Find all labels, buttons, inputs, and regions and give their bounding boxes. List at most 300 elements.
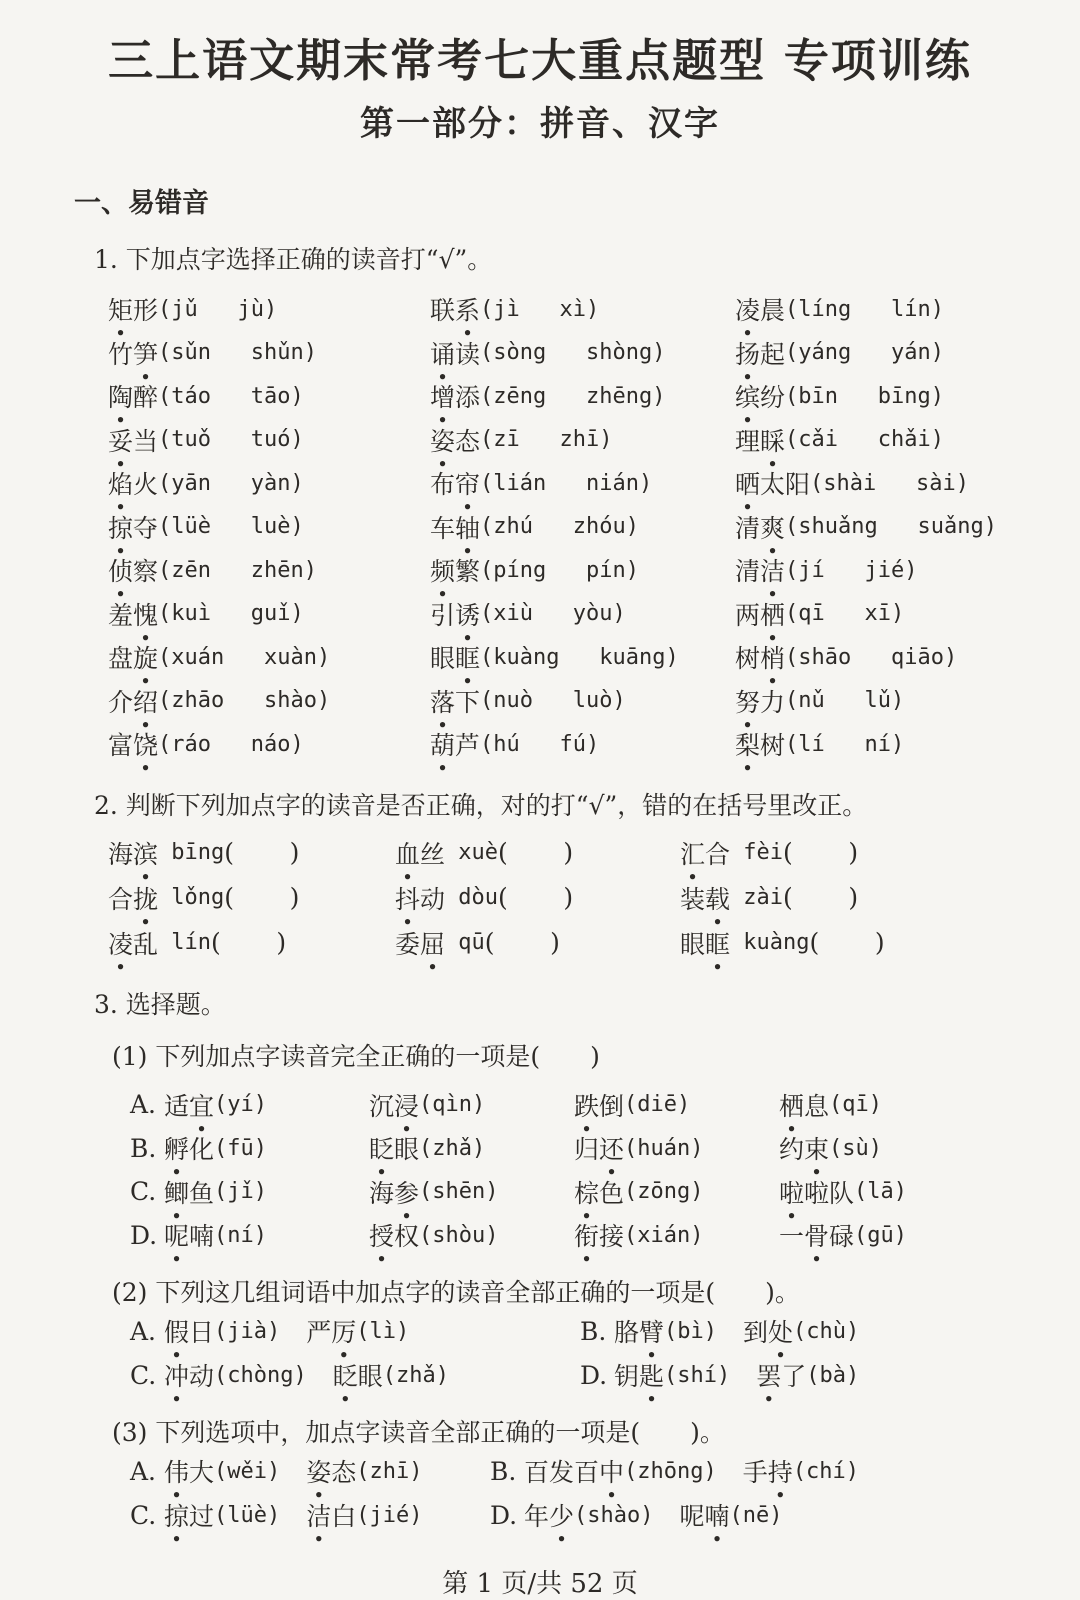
dotted-char: 侦 [108,557,134,587]
doc-subtitle: 第一部分：拼音、汉字 [360,103,720,144]
dotted-char: 栖 [779,1091,805,1121]
char: 眼 [357,1362,383,1391]
pinyin: lín [158,930,212,955]
word-with-dotted-char [430,378,480,414]
dotted-char: 宜 [189,1091,215,1121]
dotted-char: 栖 [760,600,786,630]
pinyin: dòu [445,885,499,910]
char: 树 [760,731,786,761]
word-with-dotted-char [164,1313,214,1349]
dotted-char: 洁 [306,1502,332,1531]
dotted-char: 中 [599,1458,625,1487]
char: 百 [524,1458,550,1487]
pinyin: (shòu) [419,1222,499,1248]
dotted-char: 汇 [680,839,706,869]
word-with-dotted-char [430,596,480,632]
char: 起 [760,339,786,369]
word-entry [108,875,395,920]
answer-blank: ( ) [783,883,859,912]
dotted-char: 假 [164,1318,190,1347]
word-with-dotted-char [369,1174,419,1210]
pinyin: (nuò luò) [480,688,626,714]
char: 喃 [189,1222,215,1252]
pinyin: (píng pín) [480,557,639,583]
word-entry [430,288,735,332]
dotted-char: 落 [430,687,456,717]
char: 到 [743,1318,769,1347]
word-with-dotted-char [164,1497,214,1533]
option-label: D. [130,1220,158,1250]
word-with-dotted-char [108,596,158,632]
word-with-dotted-char [108,422,158,458]
dotted-char: 爽 [760,513,786,543]
char: 胳 [614,1318,640,1347]
option-item [779,1174,984,1210]
pinyin: (sòng shòng) [480,340,666,366]
dotted-char: 喃 [704,1502,730,1531]
word-entry [430,375,735,419]
answer-blank: ( ) [211,928,287,957]
char: 夺 [133,513,159,543]
word-entry [735,331,1080,375]
char: 羞 [108,600,134,630]
char: 一 [779,1222,805,1252]
option-label: C. [130,1360,157,1390]
word-with-dotted-char [779,1087,829,1123]
word-with-dotted-char [108,639,158,675]
word-with-dotted-char [524,1453,624,1489]
dotted-char: 厉 [331,1318,357,1347]
pinyin: (shào) [574,1502,654,1528]
word-with-dotted-char [306,1497,356,1533]
dotted-char: 葫 [430,731,456,761]
option-item [743,1313,859,1349]
word-with-dotted-char [614,1357,664,1393]
word-entry [735,723,1080,767]
word-entry [680,875,1080,920]
pinyin: (lā) [854,1179,908,1205]
pinyin: fèi [730,840,784,865]
pinyin: (xiù yòu) [480,601,626,627]
dotted-char: 滨 [133,839,159,869]
pinyin: (jǔ jù) [158,296,278,322]
dotted-char: 睬 [760,426,786,456]
option-item [164,1174,369,1210]
dotted-char: 罢 [756,1362,782,1391]
dotted-char: 匙 [639,1362,665,1391]
pinyin: (shāo qiāo) [785,644,958,670]
char: 啦 [804,1178,830,1208]
dotted-char: 陶 [108,383,134,413]
word-with-dotted-char [164,1087,214,1123]
char: 态 [455,426,481,456]
word-entry [735,636,1080,680]
option-item [369,1130,574,1166]
pinyin: (yáng yán) [785,340,944,366]
pinyin: kuàng [730,930,810,955]
option-item [306,1453,422,1489]
char: 当 [133,426,159,456]
word-entry [108,288,430,332]
dotted-char: 缤 [735,383,761,413]
char: 理 [735,426,761,456]
word-with-dotted-char [735,465,810,501]
word-entry [430,505,735,549]
option-row [130,1127,1080,1171]
dotted-char: 参 [394,1178,420,1208]
option-row [130,1170,1080,1214]
pinyin: (jǐ) [214,1179,268,1205]
dotted-char: 诱 [455,600,481,630]
pinyin: (chù) [793,1318,860,1344]
pinyin: (bì) [664,1318,718,1344]
char: 权 [394,1222,420,1252]
word-with-dotted-char [756,1357,806,1393]
dotted-char: 载 [705,884,731,914]
dotted-char: 努 [735,687,761,717]
pinyin: (jié) [356,1502,423,1528]
pinyin: (yí) [214,1092,268,1118]
pinyin: (qī xī) [785,601,905,627]
char: 添 [455,383,481,413]
answer-blank: ( ) [224,838,300,867]
word-with-dotted-char [430,335,480,371]
option-item [524,1453,717,1489]
dotted-char: 呢 [164,1222,190,1252]
pinyin: bīng [158,840,225,865]
char: 竹 [108,339,134,369]
option-group [490,1449,1080,1493]
dotted-char: 愧 [133,600,159,630]
dotted-char: 旋 [133,644,159,674]
option-item [164,1087,369,1123]
pinyin: (lüè) [214,1502,281,1528]
dotted-char: 血 [395,839,421,869]
char: 息 [804,1091,830,1121]
pinyin: (nǔ lǔ) [785,688,905,714]
dotted-char: 授 [369,1222,395,1252]
char: 钥 [614,1362,640,1391]
word-with-dotted-char [108,683,158,719]
dotted-char: 洁 [760,557,786,587]
char: 动 [189,1362,215,1391]
dotted-char: 笋 [133,339,159,369]
word-with-dotted-char [333,1357,383,1393]
option-label: A. [130,1090,157,1120]
word-entry [735,592,1080,636]
word-with-dotted-char [430,639,480,675]
word-entry [395,920,680,965]
char: 眼 [394,1135,420,1165]
char: 装 [680,884,706,914]
char: 火 [133,470,159,500]
question-3-2-options [130,1309,1080,1397]
pinyin: (yān yàn) [158,470,304,496]
char: 引 [430,600,456,630]
word-entry [108,375,430,419]
answer-blank: ( ) [224,883,300,912]
word-entry [735,549,1080,593]
char: 合 [705,839,731,869]
char: 盘 [108,644,134,674]
option-item [369,1174,574,1210]
option-item [369,1217,574,1253]
word-with-dotted-char [108,835,158,871]
pinyin: (zhāo shào) [158,688,331,714]
char: 富 [108,731,134,761]
dotted-char: 孵 [164,1135,190,1165]
pinyin: (jià) [214,1318,281,1344]
char: 察 [133,557,159,587]
word-with-dotted-char [395,925,445,961]
pinyin: (zēng zhēng) [480,383,666,409]
word-entry [430,592,735,636]
word-entry [735,375,1080,419]
option-label: D. [580,1360,608,1390]
pinyin: zài [730,885,784,910]
word-with-dotted-char [164,1357,214,1393]
word-with-dotted-char [108,880,158,916]
pinyin: (chí) [792,1458,860,1484]
question-3-text: 3. 选择题。 [94,990,226,1019]
pinyin: xuè [445,840,499,865]
pinyin: (bà) [806,1362,860,1388]
question-3-3-text: (3) 下列选项中，加点字读音全部正确的一项是( )。 [112,1418,725,1447]
option-item [574,1217,779,1253]
word-with-dotted-char [430,509,480,545]
pinyin: (qìn) [419,1092,486,1118]
char: 合 [108,884,134,914]
section-heading: 一、易错音 [74,187,209,219]
word-with-dotted-char [164,1453,214,1489]
pinyin: (líng lín) [785,296,944,322]
char: 了 [781,1362,807,1391]
dotted-char: 伟 [164,1458,190,1487]
char: 白 [331,1502,357,1531]
option-group [130,1493,490,1537]
word-with-dotted-char [614,1313,664,1349]
pinyin: (jí jié) [785,557,918,583]
dotted-char: 眨 [332,1362,358,1391]
question-3-2-text: (2) 下列这几组词语中加点字的读音全部正确的一项是( )。 [112,1278,800,1307]
word-entry [108,679,430,723]
option-item [306,1497,422,1533]
pinyin: (zhī) [356,1458,423,1484]
word-with-dotted-char [430,422,480,458]
word-entry [430,331,735,375]
dotted-char: 晒 [735,470,761,500]
word-with-dotted-char [164,1130,214,1166]
dotted-char: 姿 [306,1458,332,1487]
pinyin: (shēn) [419,1179,499,1205]
word-entry [735,418,1080,462]
word-with-dotted-char [735,596,785,632]
dotted-char: 眨 [369,1135,395,1165]
answer-blank: ( ) [498,883,574,912]
word-entry [735,679,1080,723]
char: 布 [430,470,456,500]
question-2-word-grid [108,830,1080,965]
option-item [574,1174,779,1210]
word-entry [108,920,395,965]
word-with-dotted-char [108,925,158,961]
word-with-dotted-char [395,835,445,871]
word-with-dotted-char [524,1497,574,1533]
char: 队 [829,1178,855,1208]
dotted-char: 系 [455,296,481,326]
word-with-dotted-char [574,1087,624,1123]
pinyin: (diē) [624,1092,691,1118]
word-with-dotted-char [108,726,158,762]
word-entry [430,723,735,767]
option-item [574,1087,779,1123]
char: 态 [331,1458,357,1487]
word-with-dotted-char [574,1174,624,1210]
question-3-1-options [0,1083,1080,1257]
pinyin: (lì) [356,1318,410,1344]
word-with-dotted-char [108,335,158,371]
dotted-char: 频 [430,557,456,587]
dotted-char: 轴 [455,513,481,543]
char: 倒 [599,1091,625,1121]
pinyin: (zhōng) [624,1458,717,1484]
char: 下 [455,687,481,717]
word-with-dotted-char [108,552,158,588]
dotted-char: 诵 [430,339,456,369]
word-with-dotted-char [395,880,445,916]
char: 树 [735,644,761,674]
option-row [130,1083,1080,1127]
word-entry [430,462,735,506]
dotted-char: 梢 [760,644,786,674]
pinyin: (zī zhī) [480,427,613,453]
dotted-char: 眶 [705,929,731,959]
char: 碌 [829,1222,855,1252]
char: 介 [108,687,134,717]
word-entry [430,679,735,723]
answer-blank: ( ) [484,928,560,957]
option-label: A. [130,1316,157,1346]
char: 手 [742,1458,768,1487]
word-with-dotted-char [779,1217,854,1253]
word-entry [680,920,1080,965]
word-with-dotted-char [735,683,785,719]
dotted-char: 焰 [108,470,134,500]
option-group [130,1353,580,1397]
question-1-word-grid [108,288,1080,767]
word-entry [108,331,430,375]
option-label: D. [490,1500,518,1530]
word-with-dotted-char [369,1130,419,1166]
word-with-dotted-char [430,291,480,327]
pinyin: qū [445,930,485,955]
word-with-dotted-char [306,1453,356,1489]
pinyin: (fū) [214,1135,268,1161]
dotted-char: 持 [767,1458,793,1487]
option-label: B. [580,1316,607,1346]
dotted-char: 臂 [639,1318,665,1347]
char: 太 [760,470,786,500]
pinyin: (ní) [214,1222,268,1248]
pinyin: (shí) [664,1362,731,1388]
char: 动 [420,884,446,914]
option-item [756,1357,859,1393]
word-entry [108,723,430,767]
question-2-text: 2. 判断下列加点字的读音是否正确，对的打“√”，错的在括号里改正。 [94,791,868,820]
option-item [614,1313,717,1349]
pinyin: (zōng) [624,1179,704,1205]
option-item [306,1313,409,1349]
pinyin: (kuì guǐ) [158,601,304,627]
option-item [164,1497,280,1533]
word-with-dotted-char [735,509,785,545]
word-entry [735,505,1080,549]
dotted-char: 梨 [735,731,761,761]
char: 化 [189,1135,215,1165]
char: 色 [599,1178,625,1208]
word-entry [108,505,430,549]
char: 适 [164,1091,190,1121]
word-entry [735,288,1080,332]
word-with-dotted-char [430,683,480,719]
option-item [743,1453,859,1489]
word-entry [108,462,430,506]
char: 日 [189,1318,215,1347]
char: 严 [306,1318,332,1347]
word-with-dotted-char [680,925,730,961]
dotted-char: 衔 [574,1222,600,1252]
word-with-dotted-char [430,552,480,588]
option-group [580,1353,1080,1397]
option-item [164,1313,280,1349]
dotted-char: 凌 [735,296,761,326]
dotted-char: 浸 [394,1091,420,1121]
char: 眼 [430,644,456,674]
pinyin: (qī) [829,1092,883,1118]
dotted-char: 还 [599,1135,625,1165]
option-item [614,1357,730,1393]
char: 百 [574,1458,600,1487]
pinyin: lǒng [158,885,225,910]
word-with-dotted-char [108,378,158,414]
word-entry [108,418,430,462]
word-entry [108,636,430,680]
word-with-dotted-char [164,1217,214,1253]
word-with-dotted-char [735,335,785,371]
pinyin: (bīn bīng) [785,383,944,409]
pinyin: (zhǎ) [419,1135,486,1161]
char: 读 [455,339,481,369]
char: 醉 [133,383,159,413]
dotted-char: 抖 [395,884,421,914]
word-with-dotted-char [108,291,158,327]
dotted-char: 绍 [133,687,159,717]
pinyin: (kuàng kuāng) [480,644,679,670]
pinyin: (jì xì) [480,296,600,322]
char: 发 [549,1458,575,1487]
dotted-char: 凌 [108,929,134,959]
char: 归 [574,1135,600,1165]
char: 丝 [420,839,446,869]
option-item [164,1130,369,1166]
dotted-char: 扬 [735,339,761,369]
pinyin: (chòng) [214,1362,307,1388]
word-with-dotted-char [735,639,785,675]
char: 大 [189,1458,215,1487]
dotted-char: 棕 [574,1178,600,1208]
char: 清 [735,557,761,587]
char: 车 [430,513,456,543]
